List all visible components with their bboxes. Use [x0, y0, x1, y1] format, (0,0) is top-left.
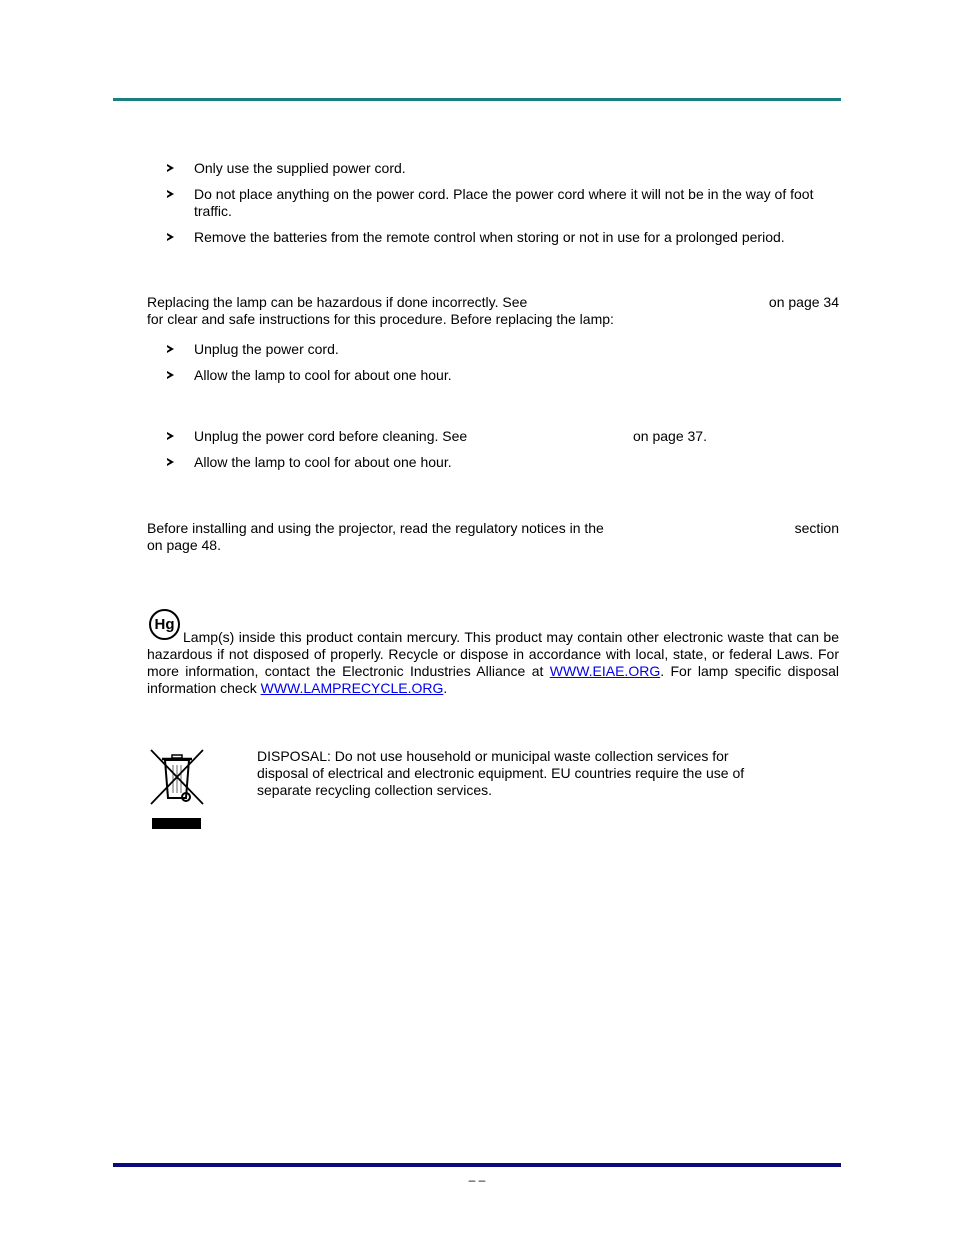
lamp-line-1	[147, 294, 839, 311]
lamp-paragraph	[147, 294, 839, 328]
lamp-line-2: for clear and safe instructions for this procedure. Before replacing the lamp:	[147, 311, 614, 327]
regulatory-line-1-left: Before installing and using the projector, read the regulatory notices in the	[147, 520, 604, 536]
list-item-text: Only use the supplied power cord.	[194, 160, 406, 176]
list-item	[167, 341, 839, 358]
list-item	[167, 160, 839, 177]
lamprecycle-link[interactable]: WWW.LAMPRECYCLE.ORG	[260, 680, 444, 696]
mercury-hg-icon: Hg	[149, 609, 180, 640]
arrow-bullet-icon	[167, 233, 174, 241]
page-number: – –	[468, 1173, 486, 1187]
cleaning-bullet-list	[167, 428, 839, 480]
list-item-text: Do not place anything on the power cord. Place the power cord where it will not be in the way of foot traffic.	[194, 186, 814, 219]
arrow-bullet-icon	[167, 371, 174, 379]
mercury-text-after: .	[443, 680, 448, 696]
list-item	[167, 186, 839, 220]
regulatory-line-1	[147, 520, 839, 537]
list-item-text: Remove the batteries from the remote control when storing or not in use for a prolonged period.	[194, 229, 785, 245]
lamp-line-1-left: Replacing the lamp can be hazardous if done incorrectly. See	[147, 294, 528, 310]
cleaning-bullet-left: Unplug the power cord before cleaning. See	[194, 428, 468, 444]
arrow-bullet-icon	[167, 458, 174, 466]
header-rule	[113, 98, 841, 101]
list-item	[167, 454, 839, 471]
list-item	[167, 229, 839, 246]
lamp-bullet-list	[167, 341, 839, 393]
arrow-bullet-icon	[167, 345, 174, 353]
arrow-bullet-icon	[167, 432, 174, 440]
mercury-text: Lamp(s) inside this product contain mercury. This product may contain other electronic waste that can be hazardous if not disposed of properly. Recycle or dispose in accordance with local, state, or federal Laws. For more information, contact the Electronic Industries Alliance at	[147, 629, 839, 679]
disposal-paragraph: DISPOSAL: Do not use household or municipal waste collection services for disposal of electrical and electronic equipment. EU countries require the use of separate recycling collection services.	[257, 748, 745, 798]
footer-rule	[113, 1163, 841, 1167]
mercury-text-between: . For lamp specific disposal information check	[147, 663, 840, 696]
power-bullet-list	[167, 160, 839, 255]
arrow-bullet-icon	[167, 164, 174, 172]
crossed-out-wheelie-bin-icon	[149, 748, 207, 830]
list-item	[167, 367, 839, 384]
mercury-paragraph	[147, 629, 839, 697]
list-item-text: Allow the lamp to cool for about one hour.	[194, 454, 452, 470]
cleaning-bullet-right: on page 37.	[633, 428, 707, 444]
list-item	[167, 428, 839, 445]
lamp-line-1-right: on page 34	[768, 294, 839, 310]
regulatory-line-1-right: section	[794, 520, 839, 536]
arrow-bullet-icon	[167, 190, 174, 198]
list-item-text: Allow the lamp to cool for about one hour.	[194, 367, 452, 383]
regulatory-line-2: on page 48.	[147, 537, 221, 553]
regulatory-paragraph	[147, 520, 839, 554]
list-item-text: Unplug the power cord.	[194, 341, 339, 357]
eiae-link[interactable]: WWW.EIAE.ORG	[549, 663, 661, 679]
